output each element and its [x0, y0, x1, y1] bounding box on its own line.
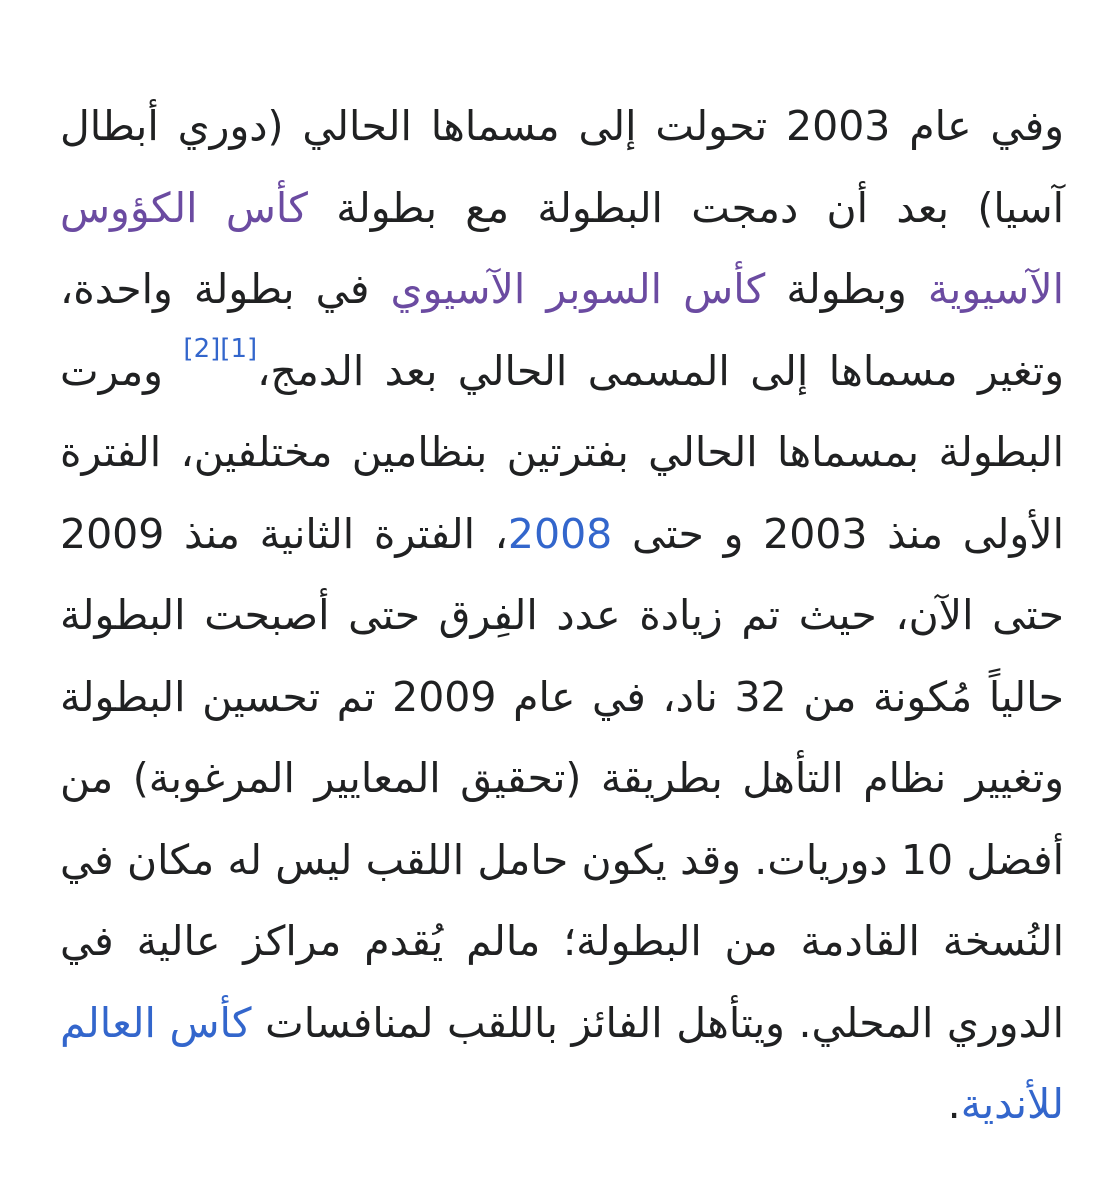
link-asian-cup-winners-cup[interactable]: كأس الكؤوس الآسيوية — [60, 183, 1064, 313]
reference-2-link[interactable]: [2] — [183, 333, 221, 364]
article-paragraph — [60, 86, 1064, 1146]
link-2008-season[interactable]: 2008 — [507, 509, 613, 558]
paragraph-text: . — [947, 1080, 961, 1128]
link-club-world-cup[interactable]: كأس العالم للأندية — [60, 998, 1064, 1128]
paragraph-text: وبطولة — [765, 265, 928, 313]
link-asian-super-cup[interactable]: كأس السوبر الآسيوي — [390, 265, 766, 313]
paragraph-text: في بطولة واحدة، وتغير مسماها إلى المسمى الحالي بعد الدمج، — [60, 265, 1064, 395]
article-body — [60, 86, 1064, 1146]
paragraph-text: ومرت البطولة بمسماها الحالي بفترتين بنظامين مختلفين، الفترة الأولى منذ 2003 و حتى — [60, 346, 1064, 558]
paragraph-text: ، الفترة الثانية منذ 2009 حتى الآن، حيث تم زيادة عدد الفِرق حتى أصبحت البطولة حالياً مُكونة من 32 ناد، في عام 2009 تم تحسين البطولة وتغيير نظام التأهل بطريقة (تحقيق المعايير المرغوبة) من أفضل 10 دوريات. وقد يكون حامل اللقب ليس له مكان في النُسخة القادمة من البطولة؛ مالم يُقدم مراكز عالية في الدوري المحلي. ويتأهل الفائز باللقب لمنافسات — [60, 509, 1065, 1047]
reference-1-link[interactable]: [1] — [220, 333, 258, 364]
paragraph-text: وفي عام 2003 تحولت إلى مسماها الحالي (دوري أبطال آسيا) بعد أن دمجت البطولة مع بطولة — [60, 102, 1065, 232]
reference-2[interactable] — [183, 334, 220, 364]
reference-1[interactable] — [220, 334, 257, 364]
